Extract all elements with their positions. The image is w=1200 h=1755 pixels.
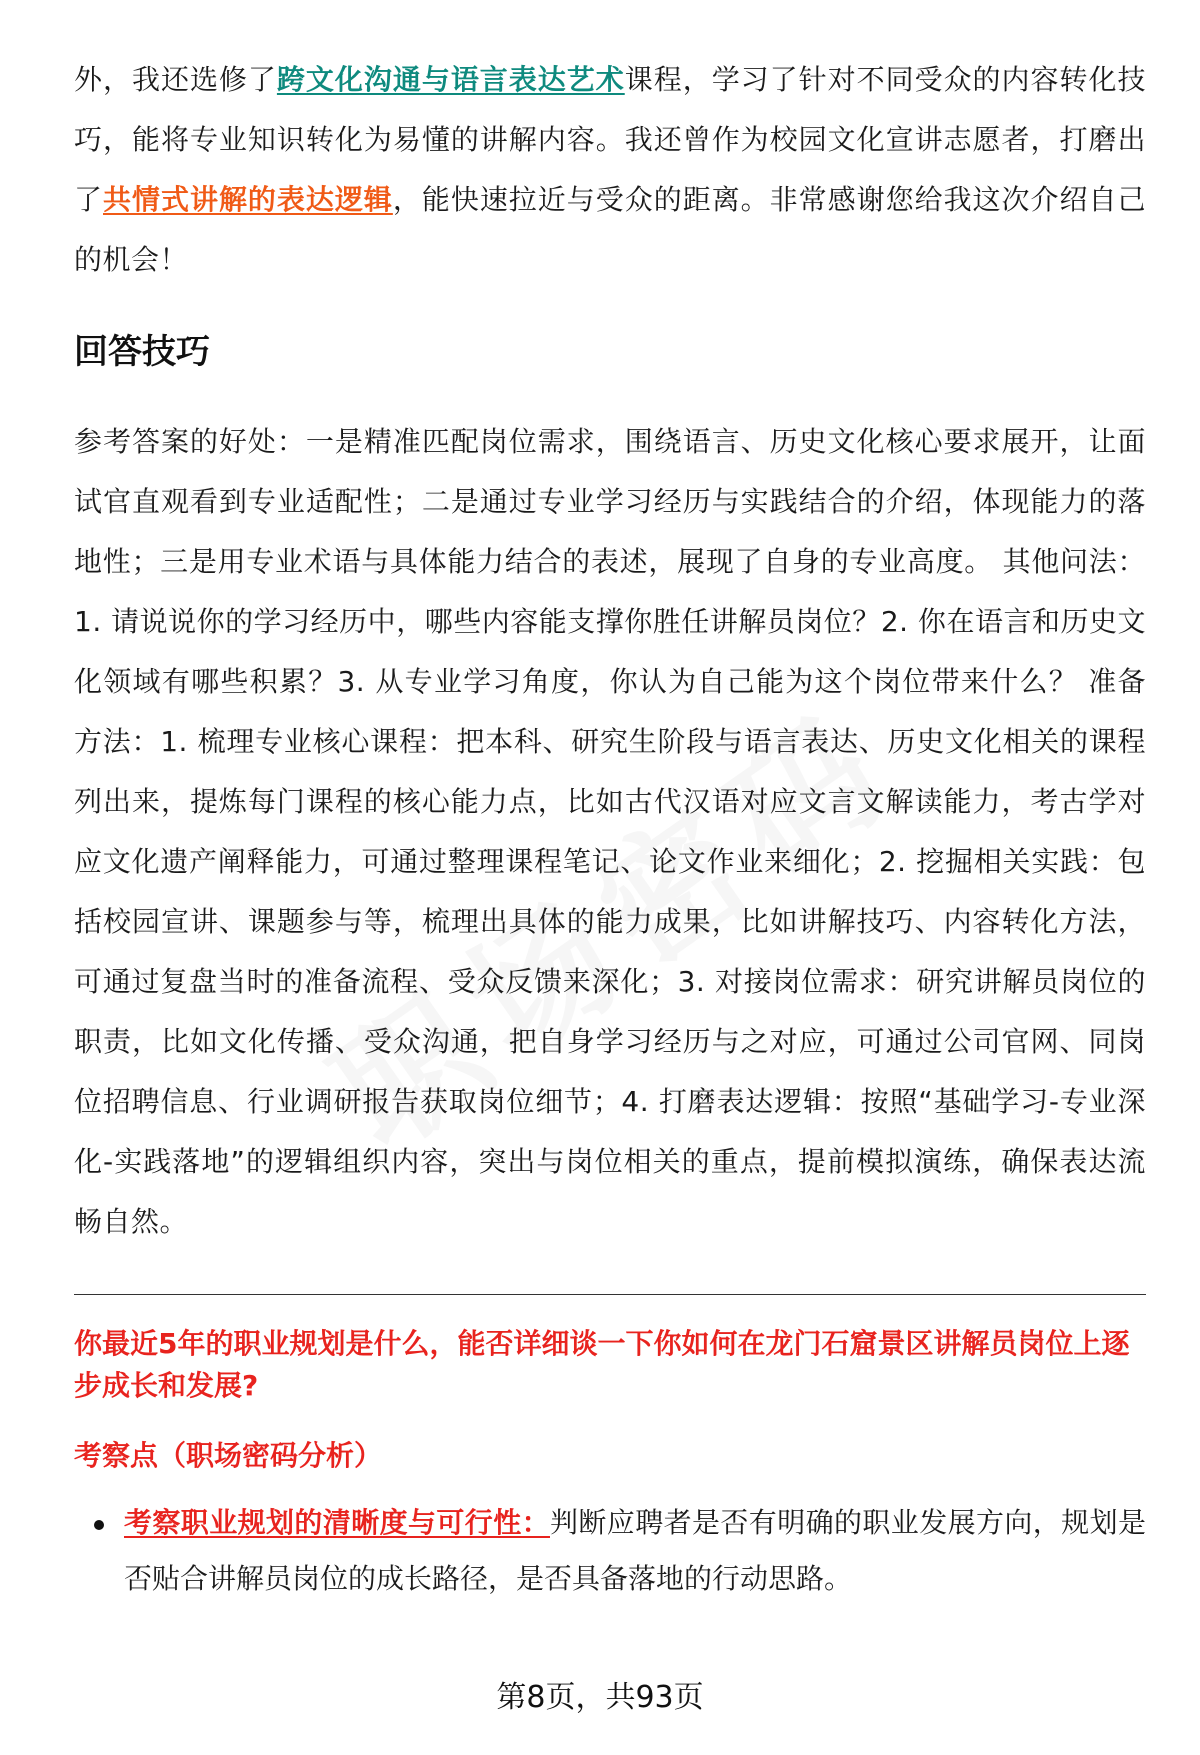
highlight-course: 跨文化沟通与语言表达艺术 <box>276 63 625 96</box>
page-number: 第8页，共93页 <box>496 1680 704 1715</box>
bullet-text <box>124 1495 1146 1607</box>
highlight-logic: 共情式讲解的表达逻辑 <box>103 183 393 216</box>
analysis-subheading: 考察点（职场密码分析） <box>74 1439 383 1472</box>
bullet-description: 判断应聘者是否有明确的职业发展方向，规划是否贴合讲解员岗位的成长路径，是否具备落地的行动思路。 <box>124 1506 1146 1595</box>
list-item <box>94 1495 1146 1607</box>
intro-text-3: ，能快速拉近与受众的距离。非常感谢您给我这次介绍自己的机会！ <box>74 183 1146 276</box>
intro-text-1: 外，我还选修了 <box>74 63 277 96</box>
section-divider <box>74 1294 1146 1295</box>
bullet-key: 考察职业规划的清晰度与可行性： <box>124 1506 550 1539</box>
intro-paragraph <box>74 50 1146 290</box>
tips-body: 参考答案的好处：一是精准匹配岗位需求，围绕语言、历史文化核心要求展开，让面试官直观看到专业适配性；二是通过专业学习经历与实践结合的介绍，体现能力的落地性；三是用专业术语与具体能力结合的表述，展现了自身的专业高度。 其他问法：1. 请说说你的学习经历中，哪些内容能支撑你胜任讲解员岗位？2. 你在语言和历史文化领域有哪些积累？3. 从专业学习角度，你认为自己能为这个岗位带来什么？ 准备方法：1. 梳理专业核心课程：把本科、研究生阶段与语言表达、历史文化相关的课程列出来，提炼每门课程的核心能力点，比如古代汉语对应文言文解读能力，考古学对应文化遗产阐释能力，可通过整理课程笔记、论文作业来细化；2. 挖掘相关实践：包括校园宣讲、课题参与等，梳理出具体的能力成果，比如讲解技巧、内容转化方法，可通过复盘当时的准备流程、受众反馈来深化；3. 对接岗位需求：研究讲解员岗位的职责，比如文化传播、受众沟通，把自身学习经历与之对应，可通过公司官网、同岗位招聘信息、行业调研报告获取岗位细节；4. 打磨表达逻辑：按照“基础学习-专业深化-实践落地”的逻辑组织内容，突出与岗位相关的重点，提前模拟演练，确保表达流畅自然。 <box>74 425 1146 1238</box>
interview-question: 你最近5年的职业规划是什么，能否详细谈一下你如何在龙门石窟景区讲解员岗位上逐步成长和发展? <box>74 1327 1130 1402</box>
content-area <box>74 50 1146 1607</box>
bullet-icon <box>94 1520 104 1530</box>
tips-heading: 回答技巧 <box>74 332 210 372</box>
intro-text-2: 课程，学习了针对不同受众的内容转化技巧，能将专业知识转化为易懂的讲解内容。我还曾作为校园文化宣讲志愿者，打磨出了 <box>74 63 1146 216</box>
